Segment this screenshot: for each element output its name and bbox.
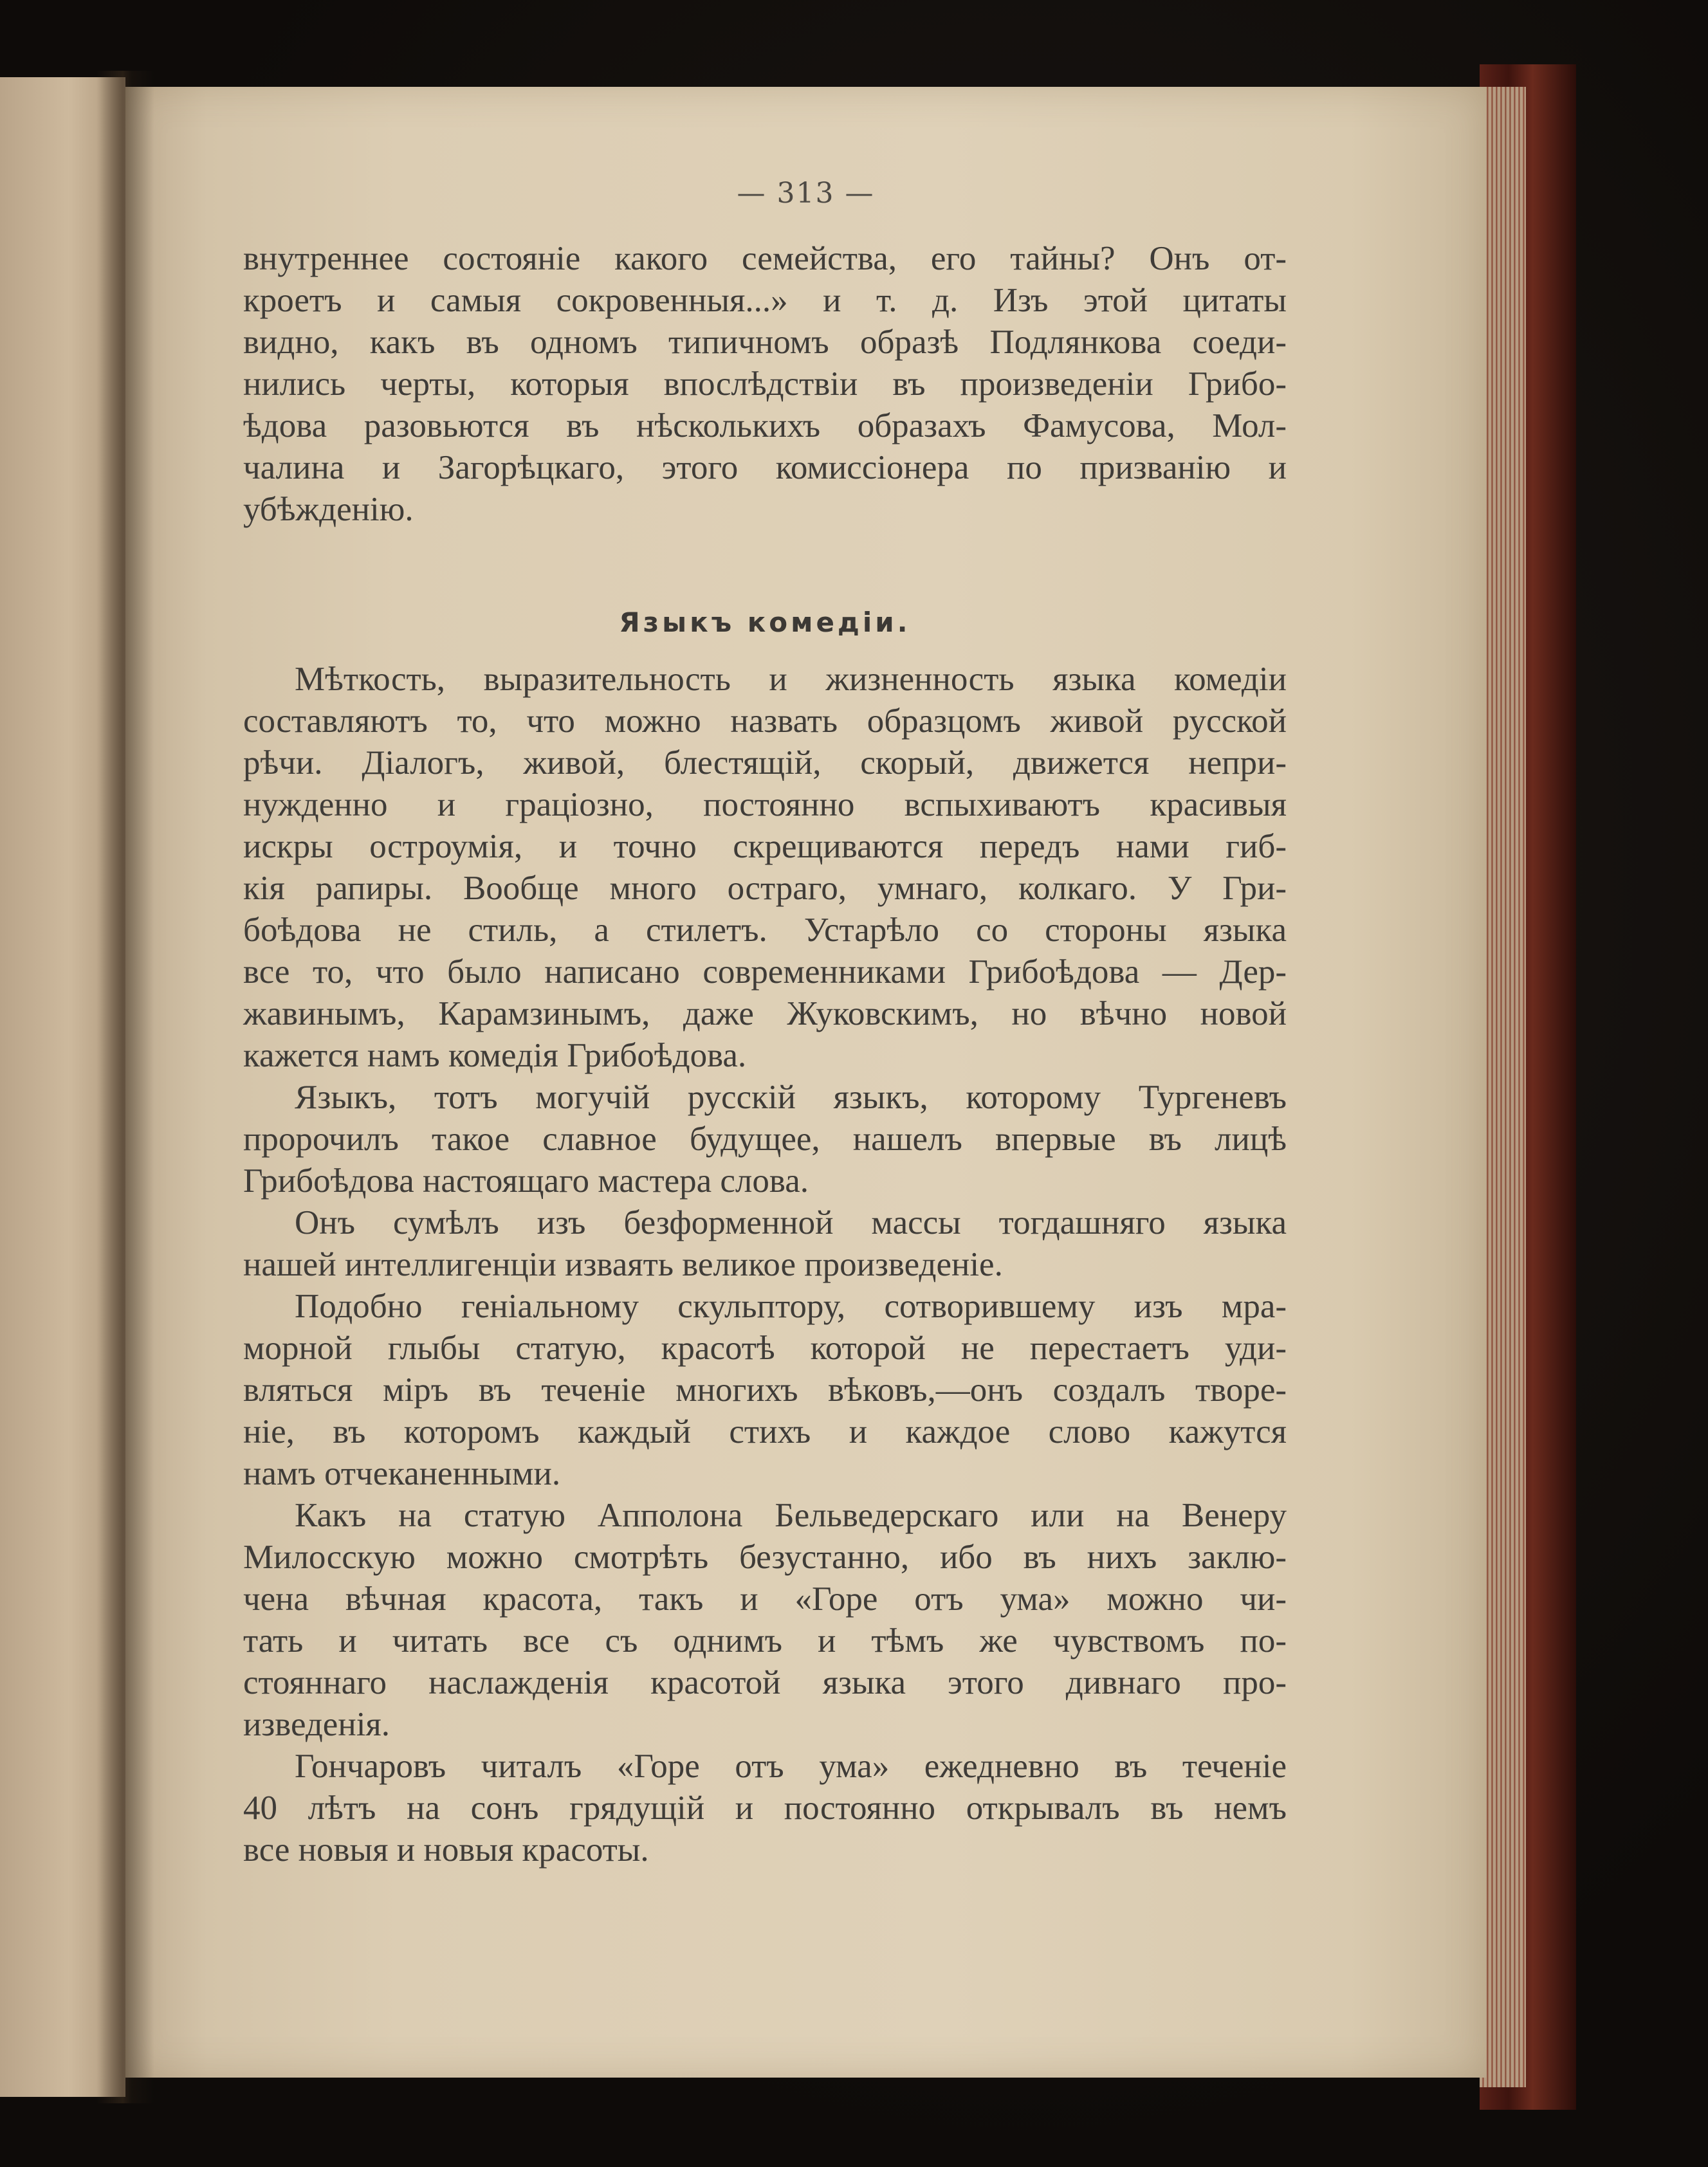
text-line: ѣдова разовьются въ нѣсколькихъ образахъ Фамусова, Мол- (243, 407, 1287, 444)
text-line: боѣдова не стиль, а стилетъ. Устарѣло со стороны языка (243, 911, 1287, 949)
paragraph-continued (243, 238, 1287, 531)
text-line: нились черты, которыя впослѣдствіи въ произведеніи Грибо- (243, 365, 1287, 403)
text-line: жавинымъ, Карамзинымъ, даже Жуковскимъ, но вѣчно новой (243, 995, 1287, 1032)
text-line: намъ отчеканенными. (243, 1455, 561, 1492)
text-line: Грибоѣдова настоящаго мастера слова. (243, 1162, 809, 1200)
text-line: Какъ на статую Апполона Бельведерскаго или на Венеру (295, 1497, 1287, 1534)
text-line: 40 лѣтъ на сонъ грядущій и постоянно открывалъ въ немъ (243, 1789, 1287, 1827)
text-line: пророчилъ такое славное будущее, нашелъ впервые въ лицѣ (243, 1120, 1287, 1158)
text-line: тать и читать все съ однимъ и тѣмъ же чувствомъ по- (243, 1622, 1287, 1660)
text-line: изведенія. (243, 1706, 390, 1743)
text-line: убѣжденію. (243, 491, 414, 528)
text-line: видно, какъ въ одномъ типичномъ образѣ Подлянкова соеди- (243, 324, 1287, 361)
book-page (125, 87, 1486, 2078)
paragraph (243, 1495, 1287, 1746)
text-line: Подобно геніальному скульптору, сотворившему изъ мра- (295, 1288, 1287, 1325)
text-line: все то, что было написано современниками Грибоѣдова — Дер- (243, 953, 1287, 991)
paragraph (243, 1746, 1287, 1871)
text-line: нашей интеллигенціи изваять великое произведеніе. (243, 1246, 1003, 1283)
text-line: внутреннее состояніе какого семейства, его тайны? Онъ от- (243, 240, 1287, 277)
text-line: Милосскую можно смотрѣть безустанно, ибо въ нихъ заклю- (243, 1539, 1287, 1576)
section-heading: Языкъ комедіи. (619, 607, 911, 638)
text-line: все новыя и новыя красоты. (243, 1831, 649, 1869)
page-content (243, 238, 1287, 1871)
text-line: Онъ сумѣлъ изъ безформенной массы тогдашняго языка (295, 1204, 1287, 1241)
text-line: ніе, въ которомъ каждый стихъ и каждое слово кажутся (243, 1413, 1287, 1450)
paragraph (243, 1286, 1287, 1495)
binding-gutter (96, 71, 154, 2103)
text-line: нужденно и граціозно, постоянно вспыхиваютъ красивыя (243, 786, 1287, 823)
text-line: чалина и Загорѣцкаго, этого комиссіонера по призванію и (243, 449, 1287, 486)
text-line: кія рапиры. Вообще много остраго, умнаго, колкаго. У Гри- (243, 870, 1287, 907)
paragraph (243, 1202, 1287, 1286)
text-line: Мѣткость, выразительность и жизненность языка комедіи (295, 661, 1287, 698)
paragraph (243, 659, 1287, 1077)
page-edges (1480, 87, 1526, 2087)
text-line: стояннаго наслажденія красотой языка этого дивнаго про- (243, 1664, 1287, 1701)
text-line: составляютъ то, что можно назвать образцомъ живой русской (243, 702, 1287, 740)
paragraph (243, 1077, 1287, 1202)
text-line: Языкъ, тотъ могучій русскій языкъ, которому Тургеневъ (295, 1079, 1287, 1116)
text-line: вляться міръ въ теченіе многихъ вѣковъ,—онъ создалъ творе- (243, 1371, 1287, 1409)
text-line: рѣчи. Діалогъ, живой, блестящій, скорый, движется непри- (243, 744, 1287, 782)
text-line: Гончаровъ читалъ «Горе отъ ума» ежедневно въ теченіе (295, 1748, 1287, 1785)
text-line: кроетъ и самыя сокровенныя...» и т. д. Изъ этой цитаты (243, 282, 1287, 319)
text-line: кажется намъ комедія Грибоѣдова. (243, 1037, 747, 1074)
page-number: — 313 — (737, 177, 875, 210)
text-line: морной глыбы статую, красотѣ которой не перестаетъ уди- (243, 1330, 1287, 1367)
text-line: чена вѣчная красота, такъ и «Горе отъ ума» можно чи- (243, 1580, 1287, 1618)
text-line: искры остроумія, и точно скрещиваются передъ нами гиб- (243, 828, 1287, 865)
